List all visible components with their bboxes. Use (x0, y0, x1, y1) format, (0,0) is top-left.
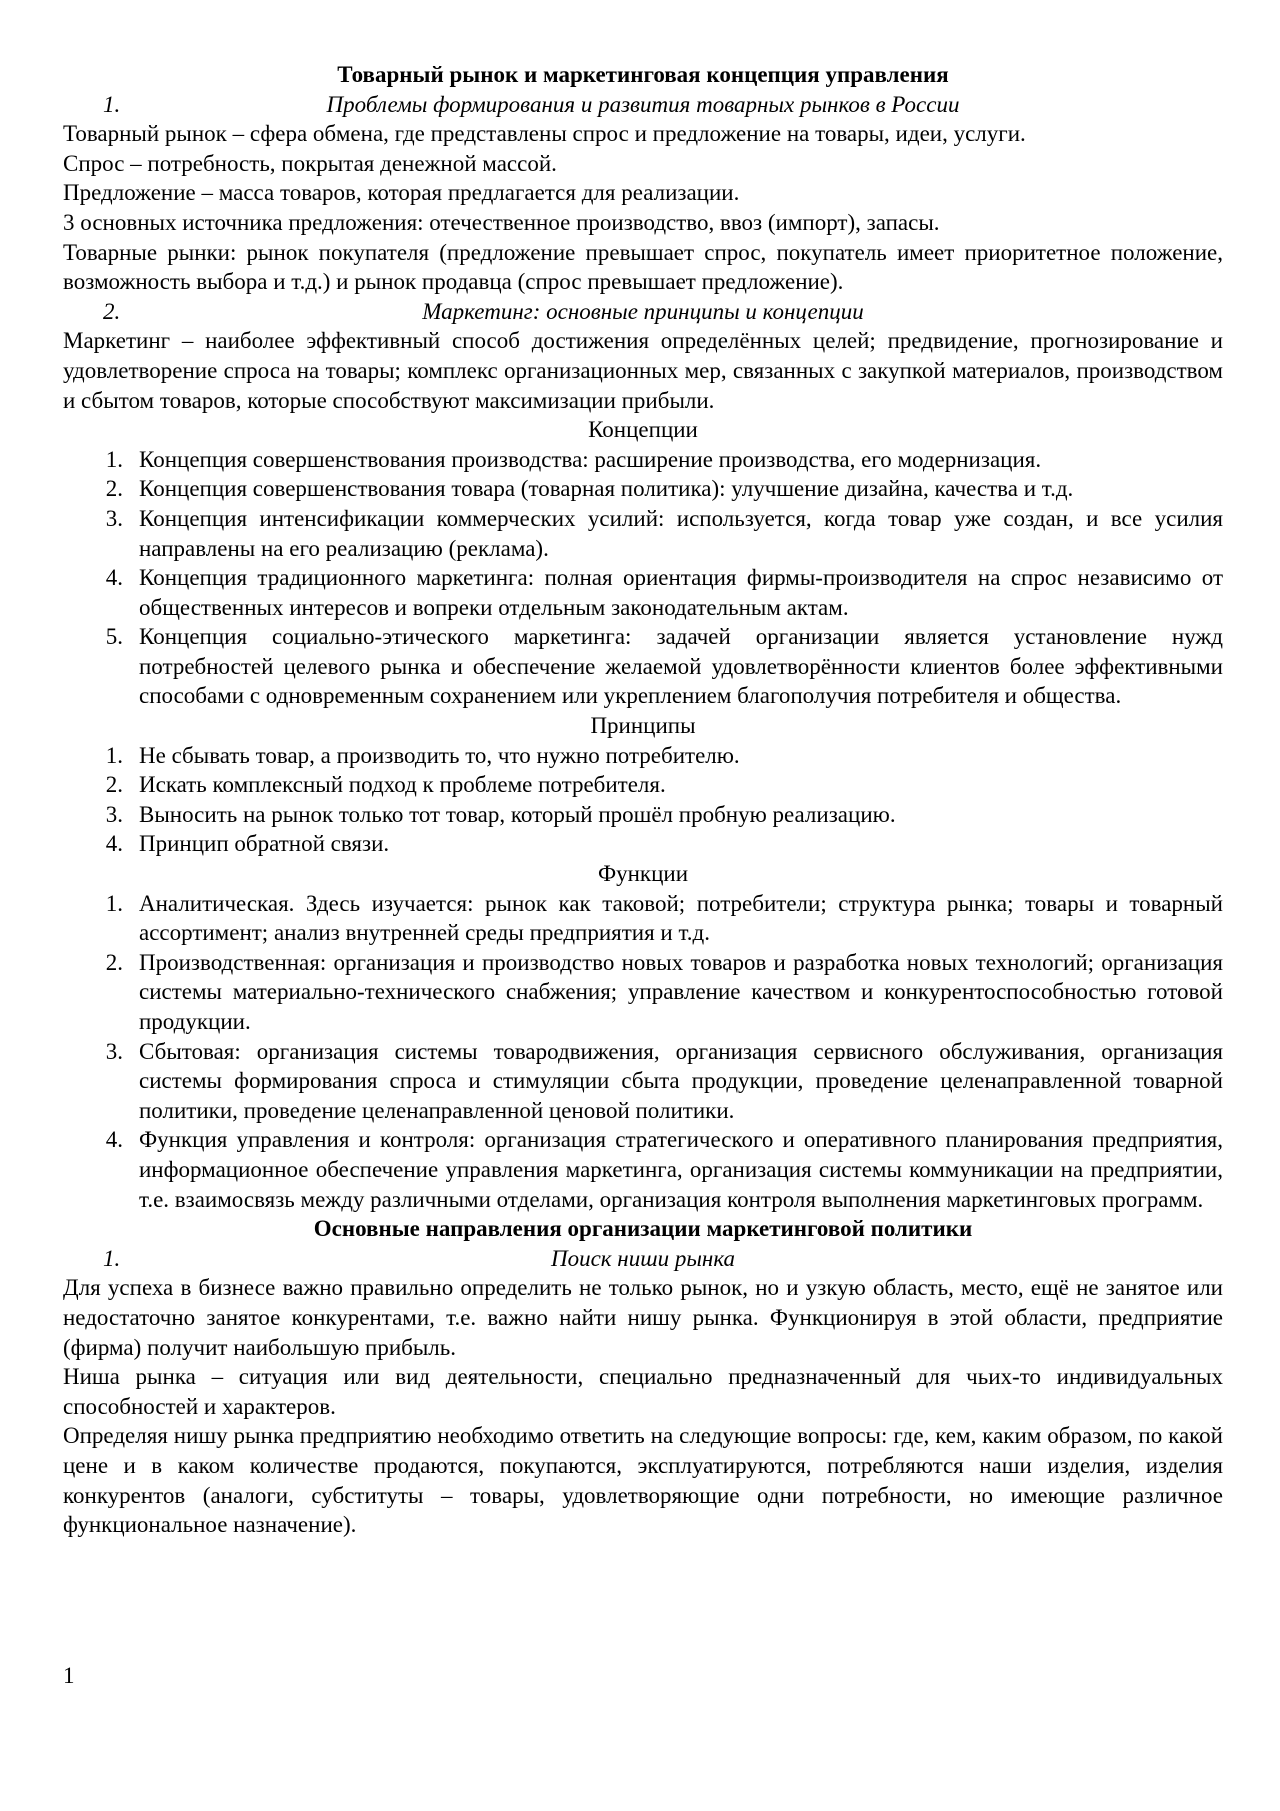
paragraph: Товарный рынок – сфера обмена, где представлены спрос и предложение на товары, идеи, услуги. (63, 121, 1026, 147)
item-number: 2. (105, 476, 123, 502)
item-text: Концепция совершенствования товара (товарная политика): улучшение дизайна, качества и т.д. (139, 476, 1074, 502)
functions-heading: Функции (597, 861, 689, 887)
item-number: 2. (105, 949, 123, 975)
item-text: Концепция совершенствования производства: расширение производства, его модернизация. (139, 446, 1042, 472)
item-number: 3. (105, 1038, 123, 1064)
item-text: Производственная: организация и производство новых товаров и разработка новых технологий; организация системы материально-технического снабжения; управление качеством и конкурентоспособностью готовой продукции. (139, 949, 1223, 1034)
item-text: Принцип обратной связи. (139, 831, 390, 857)
list-item (63, 948, 1223, 1037)
item-text: Сбытовая: организация системы товародвижения, организация сервисного обслуживания, организация системы формирования спроса и стимуляции сбыта продукции, проведение целенаправленной товарной политики, проведение целенаправленной ценовой политики. (139, 1038, 1223, 1123)
list-item (63, 829, 1223, 859)
item-number: 5. (105, 624, 123, 650)
paragraph: Ниша рынка – ситуация или вид деятельности, специально предназначенный для чьих-то индивидуальных способностей и характеров. (63, 1364, 1223, 1419)
list-item (63, 1125, 1223, 1214)
paragraph: Для успеха в бизнесе важно правильно определить не только рынок, но и узкую область, место, ещё не занятое или недостаточно занятое конкурентами, т.е. важно найти нишу рынка. Функционируя в этой области, предприятие (фирма) получит наибольшую прибыль. (63, 1275, 1223, 1360)
concepts-heading: Концепции (588, 417, 698, 443)
item-text: Концепция традиционного маркетинга: полная ориентация фирмы-производителя на спрос независимо от общественных интересов и вопреки отдельным законодательным актам. (139, 565, 1223, 620)
item-number: 1. (105, 446, 123, 472)
section-number: 2. (103, 298, 121, 324)
item-text: Выносить на рынок только тот товар, который прошёл пробную реализацию. (139, 801, 896, 827)
item-text: Аналитическая. Здесь изучается: рынок как таковой; потребители; структура рынка; товары и товарный ассортимент; анализ внутренней среды предприятия и т.д. (139, 890, 1223, 946)
list-item (63, 770, 1223, 800)
item-number: 4. (105, 565, 123, 591)
item-text: Искать комплексный подход к проблеме потребителя. (139, 772, 666, 798)
paragraph: Спрос – потребность, покрытая денежной массой. (63, 150, 557, 176)
section-number: 1. (103, 1245, 121, 1271)
item-text: Функция управления и контроля: организация стратегического и оперативного планирования предприятия, информационное обеспечение управления маркетинга, организация системы коммуникации на предприятии, т.е. взаимосвязь между различными отделами, организация контроля выполнения маркетинговых программ. (139, 1127, 1223, 1212)
marketing-definition: Маркетинг – наиболее эффективный способ достижения определённых целей; предвидение, прогнозирование и удовлетворение спроса на товары; комплекс организационных мер, связанных с закупкой материалов, производством и сбытом товаров, которые способствуют максимизации прибыли. (63, 328, 1223, 413)
item-number: 1. (105, 890, 123, 916)
section-number: 1. (103, 91, 121, 117)
list-item (63, 474, 1223, 504)
principles-heading: Принципы (590, 713, 696, 739)
list-item (63, 889, 1223, 948)
document-page (63, 60, 1223, 1540)
list-item (63, 741, 1223, 771)
concepts-list (63, 445, 1223, 711)
paragraph: Товарные рынки: рынок покупателя (предложение превышает спрос, покупатель имеет приоритетное положение, возможность выбора и т.д.) и рынок продавца (спрос превышает предложение). (63, 239, 1223, 295)
section-title: Проблемы формирования и развития товарных рынков в России (326, 91, 960, 117)
functions-list (63, 889, 1223, 1215)
section-heading-3 (63, 1244, 1223, 1274)
item-number: 3. (105, 505, 123, 531)
item-number: 3. (105, 801, 123, 827)
list-item (63, 800, 1223, 830)
item-text: Концепция социально-этического маркетинга: задачей организации является установление нужд потребностей целевого рынка и обеспечение желаемой удовлетворённости клиентов более эффективными способами с одновременным сохранением или укреплением благополучия потребителя и общества. (139, 624, 1223, 709)
item-number: 4. (105, 831, 123, 857)
paragraph: Предложение – масса товаров, которая предлагается для реализации. (63, 180, 740, 206)
item-number: 4. (105, 1127, 123, 1153)
main-title: Товарный рынок и маркетинговая концепция управления (337, 62, 949, 87)
paragraph: 3 основных источника предложения: отечественное производство, ввоз (импорт), запасы. (63, 209, 940, 235)
paragraph: Определяя нишу рынка предприятию необходимо ответить на следующие вопросы: где, кем, каким образом, по какой цене и в каком количестве продаются, покупаются, эксплуатируются, потребляются наши изделия, изделия конкурентов (аналоги, субституты – товары, удовлетворяющие одни потребности, но имеющие различное функциональное назначение). (63, 1423, 1223, 1538)
list-item (63, 1037, 1223, 1126)
item-text: Концепция интенсификации коммерческих усилий: используется, когда товар уже создан, и все усилия направлены на его реализацию (реклама). (139, 505, 1223, 561)
section-heading-2 (63, 297, 1223, 327)
list-item (63, 622, 1223, 711)
page-number: 1 (63, 1663, 75, 1688)
section-heading-1 (63, 90, 1223, 120)
item-text: Не сбывать товар, а производить то, что нужно потребителю. (139, 742, 740, 768)
principles-list (63, 741, 1223, 859)
list-item (63, 445, 1223, 475)
second-title: Основные направления организации маркетинговой политики (313, 1216, 973, 1242)
item-number: 2. (105, 772, 123, 798)
list-item (63, 563, 1223, 622)
section-title: Поиск ниши рынка (550, 1245, 736, 1271)
list-item (63, 504, 1223, 563)
section-title: Маркетинг: основные принципы и концепции (422, 298, 864, 324)
item-number: 1. (105, 742, 123, 768)
